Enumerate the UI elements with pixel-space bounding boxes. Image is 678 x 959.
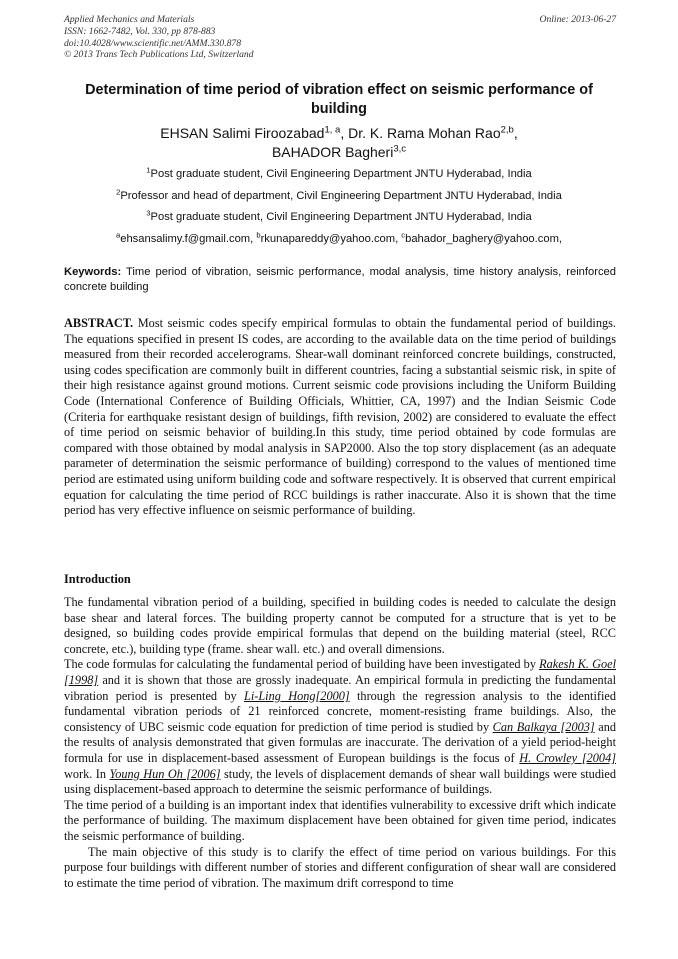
author-name: BAHADOR Bagheri	[271, 144, 394, 160]
author-name: EHSAN Salimi Firoozabad	[160, 125, 325, 141]
section-heading: Introduction	[64, 572, 131, 586]
journal-issn: ISSN: 1662-7482, Vol. 330, pp 878-883	[64, 25, 216, 37]
affiliation-sup: 3	[146, 208, 151, 218]
abstract	[64, 316, 616, 519]
affiliation-sup: 1	[146, 165, 151, 175]
paragraph	[64, 657, 616, 797]
affiliations	[40, 164, 638, 250]
text-run: study, the levels of displacement demands of shear wall buildings were studied using displacement-based approach to determine the seismic performance of buildings.	[64, 766, 616, 797]
text-run: and the results of analysis demonstrated that given formulas are inaccurate. The derivation of a yield period-height formula for use in displacement-based assessment of European buildings is the focus of	[64, 719, 617, 765]
author-sup: 3,c	[393, 143, 407, 155]
text-run: and it is shown that those are grossly inadequate. An empirical formula in predicting the fundamental vibration period is presented by	[64, 672, 616, 703]
affiliation	[40, 186, 638, 208]
journal-name: Applied Mechanics and Materials	[64, 14, 195, 25]
paper-title: Determination of time period of vibration effect on seismic performance of building	[85, 82, 593, 117]
keywords-text: Time period of vibration, seismic performance, modal analysis, time history analysis, reinforced concrete building	[64, 266, 616, 293]
citation-link[interactable]: H. Crowley [2004]	[519, 750, 617, 765]
email-link[interactable]: bahador_baghery@yahoo.com	[405, 232, 559, 245]
affiliation	[40, 164, 638, 186]
author-sup: 1, a	[324, 124, 341, 136]
journal-header	[64, 14, 616, 61]
affiliation-sup: 2	[116, 186, 121, 196]
text-run: work. In	[64, 766, 107, 781]
text-run: through the regression analysis to the identified fundamental vibration periods of 21 reinforced concrete, moment-resisting frame buildings. Also, the consistency of UBC seismic code equation for prediction of time period is studied by	[64, 688, 616, 734]
paragraph: The main objective of this study is to clarify the effect of time period on various buildings. For this purpose four buildings with different number of stories and different configuration of shear wall are considered to estimate the time period of vibration. The maximum drift correspond to time	[64, 844, 616, 890]
email-link[interactable]: rkunapareddy@yahoo.com	[260, 232, 396, 245]
affiliation-text: Post graduate student, Civil Engineering Department JNTU Hyderabad, India	[150, 168, 532, 180]
citation-link[interactable]: Young Hun Oh [2006]	[109, 766, 221, 781]
email-sup: b	[256, 229, 261, 239]
affiliation-text: Post graduate student, Civil Engineering Department JNTU Hyderabad, India	[150, 211, 532, 223]
email-sup: a	[115, 229, 121, 239]
author-name: Dr. K. Rama Mohan Rao	[348, 125, 501, 141]
affiliation	[40, 207, 638, 229]
author-sup: 2,b	[500, 124, 514, 136]
text-run: The code formulas for calculating the fundamental period of building have been investigated by	[64, 657, 536, 672]
email-link[interactable]: ehsansalimy.f@gmail.com	[120, 232, 251, 245]
email-list: $^a$ehsansalimy.f@gmail.com, $^b$rkunapareddy@yahoo.com, $^c$bahador_baghery@yahoo.com,	[115, 229, 563, 245]
email-sup: c	[401, 229, 406, 239]
online-date: Online: 2013-06-27	[539, 14, 616, 25]
abstract-label: ABSTRACT.	[64, 316, 134, 330]
affiliation-text: Professor and head of department, Civil Engineering Department JNTU Hyderabad, India	[120, 189, 562, 202]
keywords-label: Keywords:	[64, 266, 122, 278]
abstract-text: Most seismic codes specify empirical formulas to obtain the fundamental period of buildings. The equations specified in present IS codes, are according to the available data on the time period of buildings measured from their recorded accelerograms. Shear-wall dominant reinforced concrete buildings, constructed, using codes specification are commonly built in different countries, facing a substantial seismic risk, in spite of their high resistance against ground motions. Current seismic code provisions including the Uniform Building Code (International Conference of Building Officials, Whittier, CA, 1997) and the Indian Seismic Code (Criteria for earthquake resistant design of buildings, fifth revision, 2002) are considered to evaluate the effect of time period on seismic behavior of building.In this study, time period obtained by code formulas are compared with those obtained by modal analysis in SAP2000. Also the top story displacement (as an adequate parameter of determination the seismic performance of building) correspond to the values of mentioned time period are estimated using uniform building code and software respectively. It is observed that current empirical equation for calculating the time period of RCC buildings is rather inaccurate. Also it is shown that the time period has very effective influence on seismic performance of building.	[64, 316, 616, 518]
journal-copyright: © 2013 Trans Tech Publications Ltd, Switzerland	[64, 49, 254, 61]
citation-link[interactable]: Can Balkaya [2003]	[492, 719, 595, 734]
journal-doi: doi:10.4028/www.scientific.net/AMM.330.878	[64, 37, 242, 49]
citation-link[interactable]: Li-Ling Hong[2000]	[243, 688, 350, 703]
author-list: EHSAN Salimi Firoozabad$^{1, a}$, Dr. K. Rama Mohan Rao$^{2,b}$, BAHADOR Bagheri$^{3,c}$	[160, 124, 518, 160]
paragraph: The time period of a building is an important index that identifies vulnerability to excessive drift which indicate the performance of building. The maximum displacement have been obtained for given time period, indicates the seismic performance of building.	[64, 797, 616, 843]
citation-link[interactable]: Rakesh K. Goel [1998]	[64, 657, 616, 687]
paragraph: The fundamental vibration period of a building, specified in building codes is needed to calculate the design base shear and lateral forces. The building property cannot be computed for a structure that is yet to be designed, so building codes provide empirical formulas that depend on the building material (steel, RCC concrete, etc.), building type (frame. shear wall. etc.) and overall dimensions.	[64, 595, 616, 656]
introduction-body	[64, 595, 616, 891]
keywords	[64, 265, 616, 294]
